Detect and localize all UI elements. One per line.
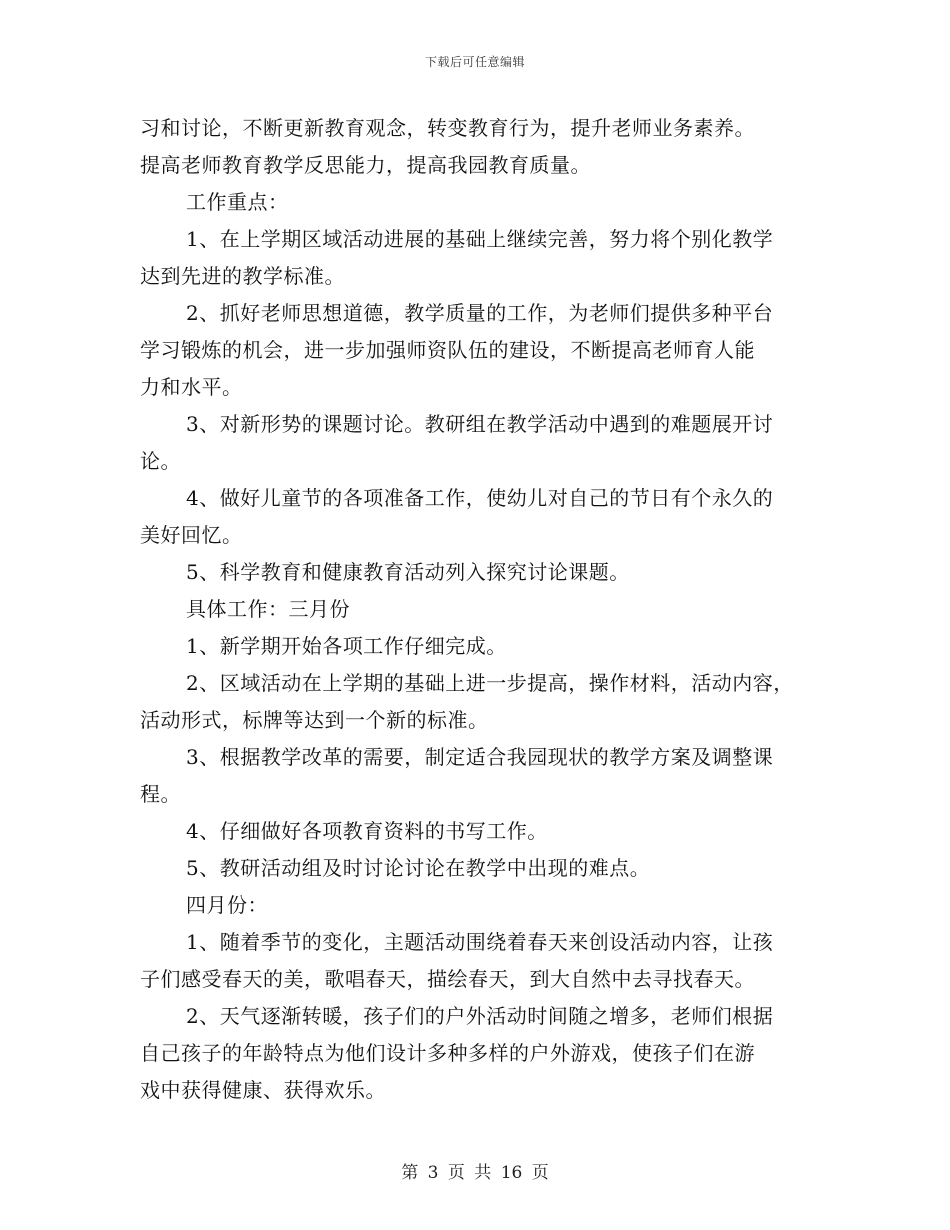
text-line: 达到先进的教学标准。 <box>140 264 345 288</box>
document-body <box>140 110 820 1109</box>
text-line: 4、仔细做好各项教育资料的书写工作。 <box>186 819 548 843</box>
text-line: 提高老师教育教学反思能力，提高我园教育质量。 <box>140 153 591 177</box>
text-line: 戏中获得健康、获得欢乐。 <box>140 1078 386 1102</box>
text-line: 2、区域活动在上学期的基础上进一步提高，操作材料，活动内容， <box>186 671 794 695</box>
text-line: 4、做好儿童节的各项准备工作，使幼儿对自己的节日有个永久的 <box>186 486 774 510</box>
text-line: 5、教研活动组及时讨论讨论在教学中出现的难点。 <box>186 856 651 880</box>
text-line: 自己孩子的年龄特点为他们设计多种多样的户外游戏，使孩子们在游 <box>140 1041 755 1065</box>
section-heading-work-focus: 工作重点： <box>186 190 289 214</box>
text-line: 3、根据教学改革的需要，制定适合我园现状的教学方案及调整课 <box>186 745 774 769</box>
text-line: 力和水平。 <box>140 375 243 399</box>
section-heading-march: 具体工作：三月份 <box>186 597 350 621</box>
text-line: 2、抓好老师思想道德，教学质量的工作，为老师们提供多种平台 <box>186 301 774 325</box>
text-line: 1、随着季节的变化，主题活动围绕着春天来创设活动内容，让孩 <box>186 930 774 954</box>
text-line: 活动形式，标牌等达到一个新的标准。 <box>140 708 489 732</box>
text-line: 习和讨论，不断更新教育观念，转变教育行为，提升老师业务素养。 <box>140 116 755 140</box>
text-line: 程。 <box>140 782 181 806</box>
text-line: 5、科学教育和健康教育活动列入探究讨论课题。 <box>186 560 630 584</box>
text-line: 美好回忆。 <box>140 523 243 547</box>
text-line: 1、新学期开始各项工作仔细完成。 <box>186 634 507 658</box>
text-line: 2、天气逐渐转暖，孩子们的户外活动时间随之增多，老师们根据 <box>186 1004 774 1028</box>
text-line: 子们感受春天的美，歌唱春天，描绘春天，到大自然中去寻找春天。 <box>140 967 755 991</box>
section-heading-april: 四月份： <box>186 893 268 917</box>
text-line: 3、对新形势的课题讨论。教研组在教学活动中遇到的难题展开讨 <box>186 412 774 436</box>
text-line: 论。 <box>140 449 181 473</box>
text-line: 1、在上学期区域活动进展的基础上继续完善，努力将个别化教学 <box>186 227 774 251</box>
page-header: 下载后可任意编辑 <box>424 55 525 69</box>
page-number-footer: 第 3 页 共 16 页 <box>401 1163 549 1183</box>
text-line: 学习锻炼的机会，进一步加强师资队伍的建设，不断提高老师育人能 <box>140 338 755 362</box>
